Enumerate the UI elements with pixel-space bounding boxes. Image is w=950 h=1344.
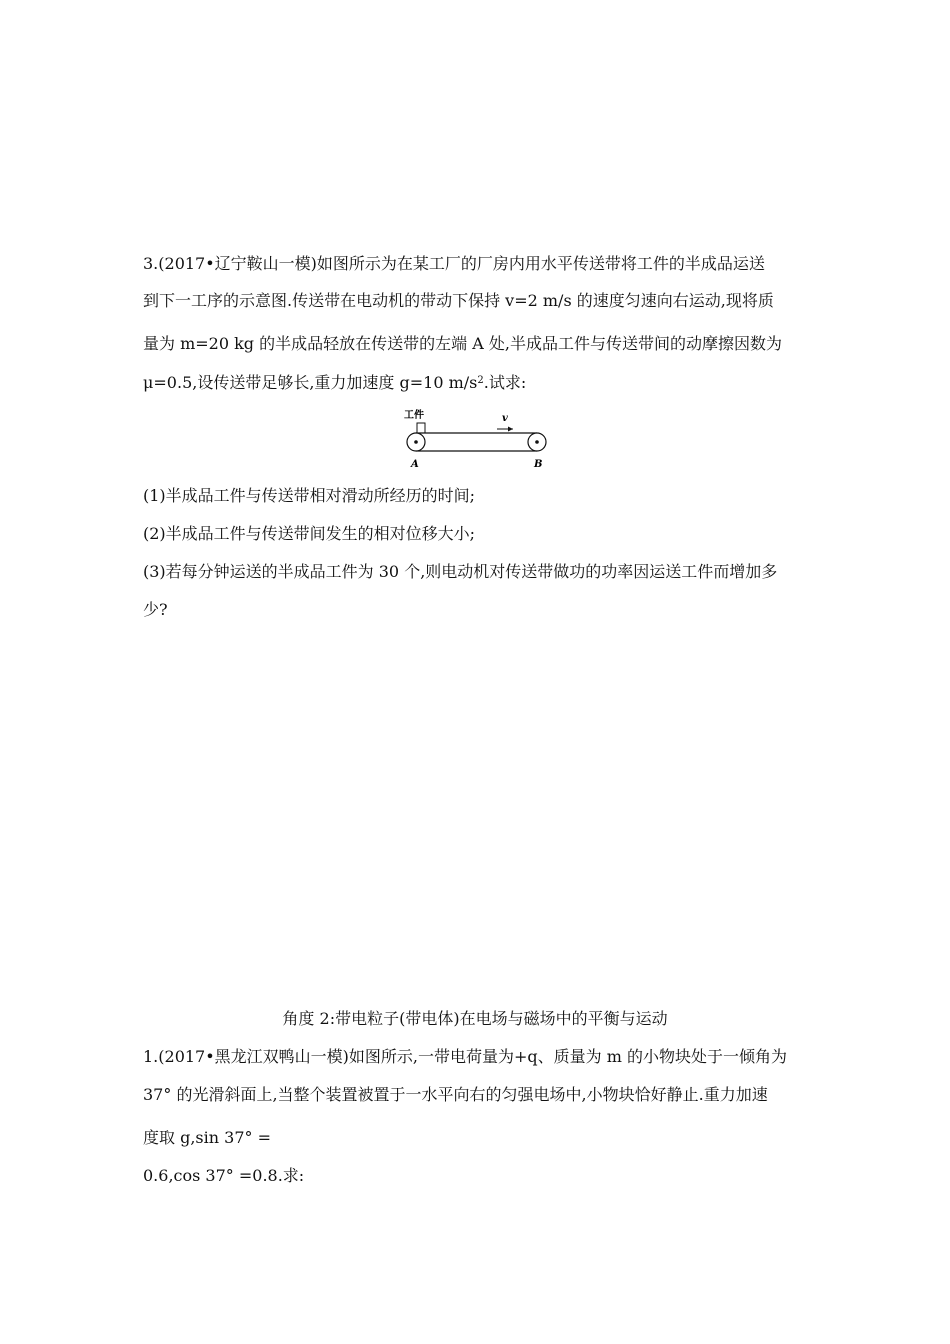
right-pulley-axle — [535, 440, 539, 444]
problem3-line4-text: μ=0.5,设传送带足够长,重力加速度 g=10 m/s — [143, 373, 478, 392]
question-1: (1)半成品工件与传送带相对滑动所经历的时间; — [143, 486, 476, 505]
velocity-arrowhead — [508, 427, 513, 432]
problem1-line1: 1.(2017•黑龙江双鸭山一模)如图所示,一带电荷量为+q、质量为 m 的小物块处于一倾角为 — [143, 1047, 787, 1066]
question-3-line2: 少? — [143, 600, 168, 619]
problem3-line3: 量为 m=20 kg 的半成品轻放在传送带的左端 A 处,半成品工件与传送带间的动摩擦因数为 — [143, 334, 782, 353]
end-a-label: A — [411, 459, 419, 470]
conveyor-belt-figure — [400, 405, 550, 475]
workpiece-box — [417, 423, 425, 433]
velocity-label: v — [502, 413, 508, 424]
left-pulley-axle — [414, 440, 418, 444]
end-b-label: B — [534, 459, 543, 470]
problem3-line4-superscript: 2 — [477, 375, 484, 386]
problem1-line3: 度取 g,sin 37° = — [143, 1128, 271, 1147]
problem3-line4-end: .试求: — [483, 373, 527, 392]
workpiece-label: 工件 — [404, 410, 424, 421]
problem3-line4 — [143, 373, 526, 393]
problem3-line1: 3.(2017•辽宁鞍山一模)如图所示为在某工厂的厂房内用水平传送带将工件的半成品运送 — [143, 254, 765, 273]
problem1-line4: 0.6,cos 37° =0.8.求: — [143, 1166, 305, 1185]
question-2: (2)半成品工件与传送带间发生的相对位移大小; — [143, 524, 476, 543]
problem1-line2: 37° 的光滑斜面上,当整个装置被置于一水平向右的匀强电场中,小物块恰好静止.重力加速 — [143, 1085, 768, 1104]
section-heading: 角度 2:带电粒子(带电体)在电场与磁场中的平衡与运动 — [282, 1009, 668, 1028]
question-3-line1: (3)若每分钟运送的半成品工件为 30 个,则电动机对传送带做功的功率因运送工件而增加多 — [143, 562, 778, 581]
problem3-line2: 到下一工序的示意图.传送带在电动机的带动下保持 v=2 m/s 的速度匀速向右运动,现将质 — [143, 291, 774, 310]
